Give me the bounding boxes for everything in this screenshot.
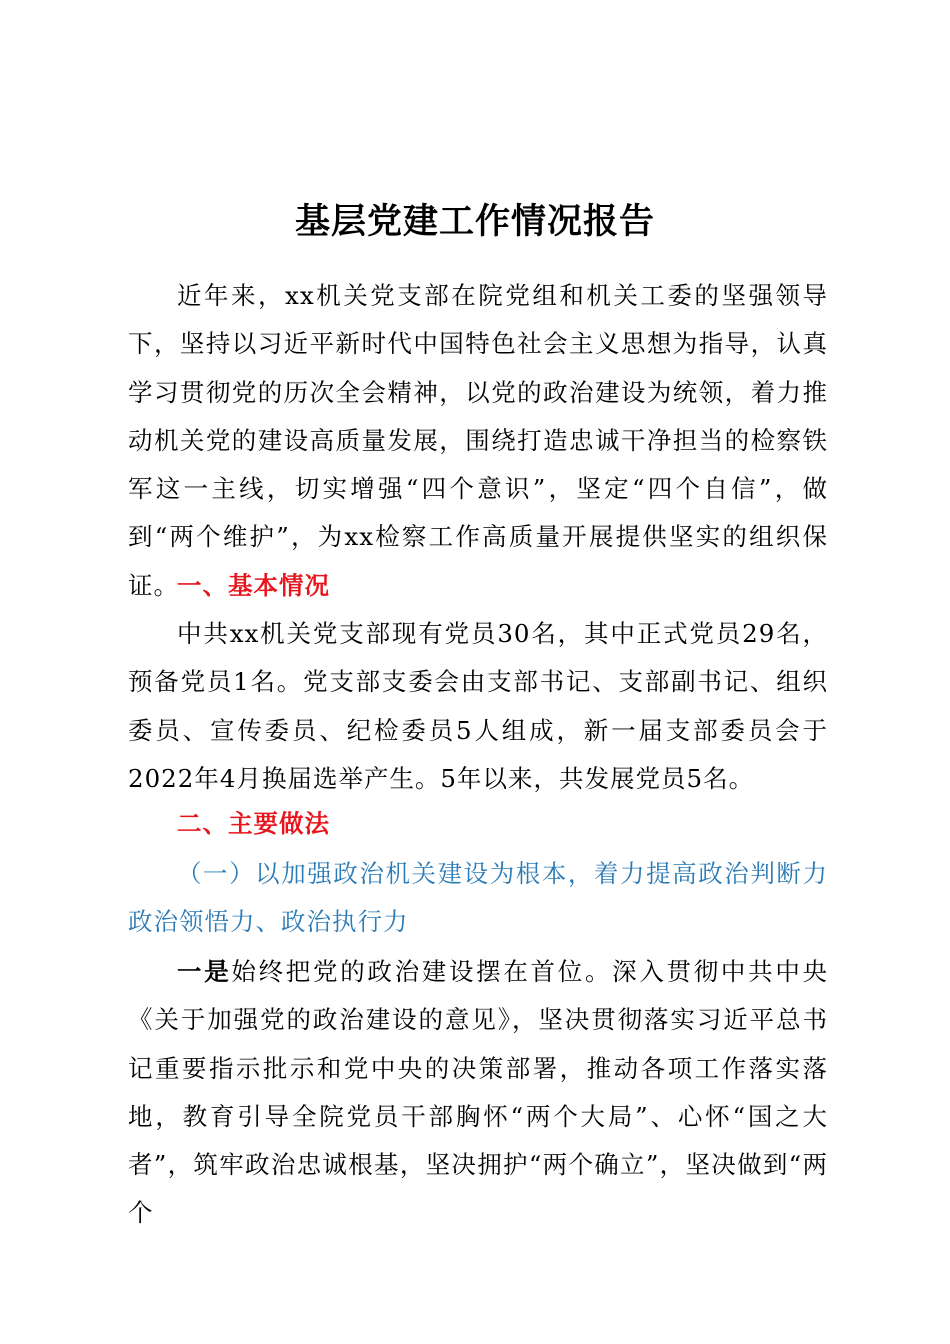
basic-situation-paragraph: 中共xx机关党支部现有党员30名，其中正式党员29名，预备党员1名。党支部支委会由支部书记、支部副书记、组织委员、宣传委员、纪检委员5人组成，新一届支部委员会于2022年4月换届选举产生。5年以来，共发展党员5名。 bbox=[128, 619, 828, 793]
intro-paragraph: 近年来，xx机关党支部在院党组和机关工委的坚强领导下，坚持以习近平新时代中国特色社会主义思想为指导，认真学习贯彻党的历次全会精神，以党的政治建设为统领，着力推动机关党的建设高质量发展，围绕打造忠诚干净担当的检察铁军这一主线，切实增强“四个意识”，坚定“四个自信”，做到“两个维护”，为xx检察工作高质量开展提供坚实的组织保证。 bbox=[128, 281, 828, 600]
section-heading-basic-situation: 一、基本情况 bbox=[177, 571, 330, 600]
item-lead: 一是 bbox=[177, 957, 232, 986]
document-title: 基层党建工作情况报告 bbox=[294, 201, 655, 242]
section-heading-main-practices: 二、主要做法 bbox=[177, 809, 330, 838]
subsection-heading: （一）以加强政治机关建设为根本，着力提高政治判断力政治领悟力、政治执行力 bbox=[128, 859, 828, 937]
item-body: 始终把党的政治建设摆在首位。深入贯彻中共中央《关于加强党的政治建设的意见》，坚决贯彻落实习近平总书记重要指示批示和党中央的决策部署，推动各项工作落实落地，教育引导全院党员干部胸怀“两个大局”、心怀“国之大者”，筑牢政治忠诚根基，坚决拥护“两个确立”，坚决做到“两个 bbox=[128, 957, 829, 1228]
practice-item-paragraph bbox=[128, 948, 828, 1238]
